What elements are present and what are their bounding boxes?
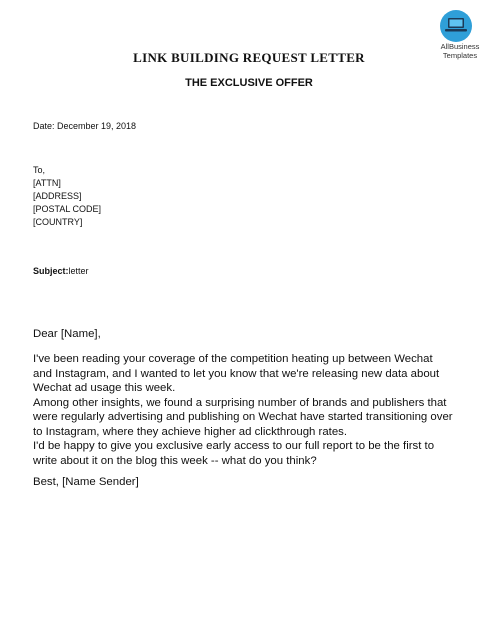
recipient-line: [POSTAL CODE] [33, 204, 102, 214]
subject-label: Subject: [33, 266, 69, 276]
greeting: Dear [Name], [33, 328, 101, 340]
subject-value: letter [68, 266, 89, 276]
logo-line-2: Templates [442, 50, 478, 60]
recipient-line: To, [33, 165, 46, 175]
body-paragraph: I'd be happy to give you exclusive early access to our full report to be the first to write about it on the blog this week -- what do you think? [33, 440, 435, 467]
recipient-line: [COUNTRY] [33, 217, 83, 227]
closing: Best, [Name Sender] [33, 476, 139, 488]
letter-date: Date: December 19, 2018 [33, 121, 137, 131]
body-paragraph: Among other insights, we found a surprising number of brands and publishers that were regularly advertising and publishing on Wechat have started transitioning over to Instagram, where they achieve higher ad clickthrough rates. [33, 396, 453, 438]
laptop-icon [440, 10, 472, 42]
recipient-line: [ADDRESS] [33, 191, 82, 201]
document-subtitle: THE EXCLUSIVE OFFER [185, 77, 313, 89]
letter-body [33, 352, 453, 468]
logo-line-1: AllBusiness [440, 42, 480, 51]
recipient-line: [ATTN] [33, 178, 61, 188]
recipient-block [33, 164, 101, 229]
subject-line [33, 265, 89, 278]
body-paragraph: I've been reading your coverage of the competition heating up between Wechat and Instagram, and I wanted to let you know that we're releasing new data about Wechat ad usage this week. [33, 353, 440, 394]
document-title: LINK BUILDING REQUEST LETTER [133, 50, 365, 65]
